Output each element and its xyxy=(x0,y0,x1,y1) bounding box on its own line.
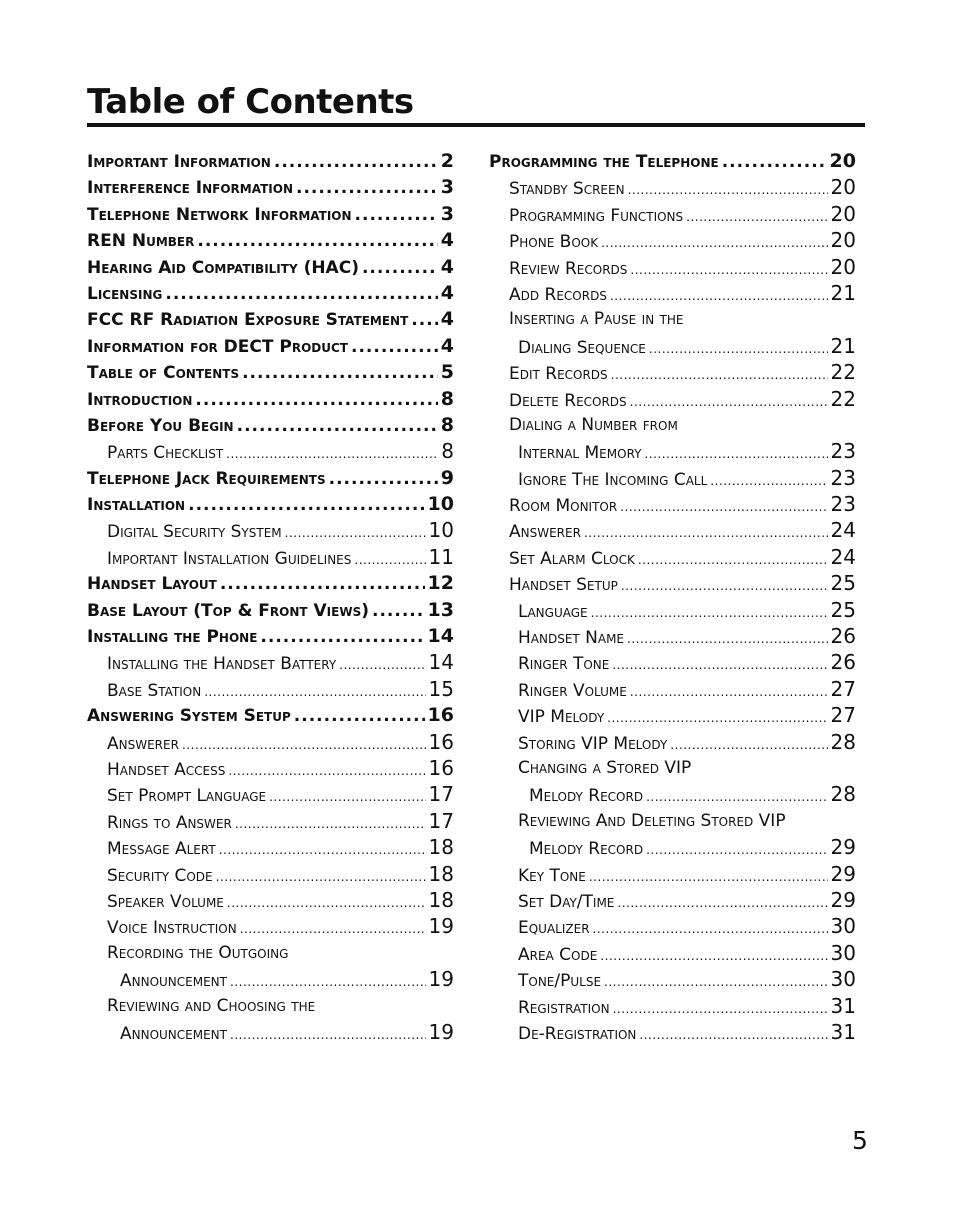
toc-entry[interactable] xyxy=(87,808,454,834)
toc-entry-label: Parts Checklist xyxy=(107,443,224,464)
toc-entry-label: Answerer xyxy=(509,522,581,543)
dot-leader xyxy=(240,915,426,942)
toc-entry-label: Handset Access xyxy=(107,759,226,780)
toc-entry-page: 22 xyxy=(830,360,856,385)
dot-leader xyxy=(584,519,828,546)
toc-entry-page: 4 xyxy=(440,308,454,331)
dot-leader xyxy=(226,440,438,467)
dot-leader xyxy=(197,228,437,254)
dot-leader xyxy=(294,703,425,729)
toc-entry-page: 24 xyxy=(830,518,856,543)
toc-entry-label: Dialing Sequence xyxy=(518,337,646,358)
toc-entry-page: 12 xyxy=(427,572,454,595)
dot-leader xyxy=(227,889,426,916)
toc-entry[interactable] xyxy=(87,781,454,807)
toc-entry[interactable] xyxy=(489,359,856,385)
toc-entry-page: 16 xyxy=(428,729,454,754)
toc-entry-label: Add Records xyxy=(509,284,607,305)
toc-entry-label: Installing the Phone xyxy=(87,627,258,648)
toc-entry-page: 27 xyxy=(830,676,856,701)
toc-entry-label: VIP Melody xyxy=(518,707,605,728)
dot-leader xyxy=(591,599,828,626)
toc-entry-label: Important Information xyxy=(87,152,271,172)
dot-leader xyxy=(710,467,827,494)
toc-entry[interactable] xyxy=(489,544,856,570)
toc-entry[interactable] xyxy=(489,993,856,1019)
toc-entry-label: Base Layout (Top & Front Views) xyxy=(87,600,369,621)
toc-entry-label: Tone/Pulse xyxy=(518,971,602,992)
toc-entry-label: Melody Record xyxy=(529,839,644,860)
toc-entry-page: 29 xyxy=(830,835,856,860)
dot-leader xyxy=(269,783,425,810)
toc-entry-page: 16 xyxy=(427,704,454,727)
dot-leader xyxy=(628,176,828,203)
title-rule xyxy=(87,123,865,127)
dot-leader xyxy=(237,413,438,439)
page-number: 5 xyxy=(852,1126,868,1155)
toc-entry[interactable] xyxy=(489,755,856,781)
toc-entry-label: Recording the Outgoing xyxy=(107,942,289,963)
toc-entry-label: FCC RF Radiation Exposure Statement xyxy=(87,310,409,331)
toc-left-column xyxy=(87,148,454,1045)
toc-entry-page: 5 xyxy=(440,361,454,384)
toc-entry-page: 13 xyxy=(427,598,454,621)
dot-leader xyxy=(354,546,425,573)
toc-entry[interactable] xyxy=(87,201,454,227)
toc-entry-page: 30 xyxy=(830,967,856,992)
dot-leader xyxy=(646,783,827,810)
dot-leader xyxy=(329,466,438,492)
toc-entry-label: Reviewing and Choosing the xyxy=(107,995,316,1016)
toc-entry-label: Installation xyxy=(87,495,186,516)
dot-leader xyxy=(610,282,828,309)
toc-entry[interactable] xyxy=(87,333,454,359)
dot-leader xyxy=(649,335,828,362)
toc-entry[interactable] xyxy=(87,702,454,728)
toc-entry-page: 4 xyxy=(440,281,454,304)
toc-entry[interactable] xyxy=(489,913,856,939)
dot-leader xyxy=(627,625,828,652)
toc-entry-label: Table of Contents xyxy=(87,363,240,384)
dot-leader xyxy=(589,863,828,890)
dot-leader xyxy=(188,492,424,518)
toc-entry-page: 3 xyxy=(440,176,454,199)
toc-entry[interactable] xyxy=(489,570,856,596)
toc-entry[interactable] xyxy=(87,1019,454,1045)
dot-leader xyxy=(621,572,828,599)
toc-entry-label: Delete Records xyxy=(509,390,627,411)
toc-entry[interactable] xyxy=(87,861,454,887)
toc-entry-page: 11 xyxy=(428,544,454,569)
toc-entry[interactable] xyxy=(489,254,856,280)
toc-entry-label: Information for DECT Product xyxy=(87,336,348,357)
toc-entry[interactable] xyxy=(87,227,454,253)
dot-leader xyxy=(630,678,828,705)
toc-entry-label: Message Alert xyxy=(107,839,216,860)
dot-leader xyxy=(630,256,827,283)
toc-entry[interactable] xyxy=(489,808,856,834)
toc-entry[interactable] xyxy=(87,676,454,702)
toc-entry[interactable] xyxy=(489,438,856,464)
toc-entry-page: 18 xyxy=(428,835,454,860)
dot-leader xyxy=(593,915,828,942)
toc-entry-page: 16 xyxy=(428,755,454,780)
toc-entry-label: Registration xyxy=(518,997,610,1018)
toc-entry-page: 4 xyxy=(440,229,454,252)
dot-leader xyxy=(604,968,828,995)
dot-leader xyxy=(372,598,425,624)
toc-right-column xyxy=(489,148,856,1045)
toc-entry[interactable] xyxy=(489,174,856,200)
toc-entry-label: Review Records xyxy=(509,258,628,279)
toc-entry-page: 10 xyxy=(427,493,454,516)
toc-entry[interactable] xyxy=(489,148,856,174)
toc-entry-page: 17 xyxy=(428,782,454,807)
toc-entry-label: Edit Records xyxy=(509,364,608,385)
toc-entry-label: Ringer Tone xyxy=(518,654,610,675)
toc-entry-label: Phone Book xyxy=(509,232,599,253)
dot-leader xyxy=(296,175,438,201)
toc-entry[interactable] xyxy=(87,412,454,438)
toc-entry-page: 24 xyxy=(830,544,856,569)
toc-entry-page: 29 xyxy=(830,887,856,912)
toc-entry[interactable] xyxy=(489,227,856,253)
toc-entry[interactable] xyxy=(87,174,454,200)
toc-entry[interactable] xyxy=(489,280,856,306)
toc-entry-label: Inserting a Pause in the xyxy=(509,309,684,330)
toc-entry-page: 31 xyxy=(830,993,856,1018)
toc-entry[interactable] xyxy=(489,517,856,543)
toc-entry-page: 21 xyxy=(830,280,856,305)
dot-leader xyxy=(242,360,438,386)
toc-entry-label: Important Installation Guidelines xyxy=(107,548,352,569)
toc-entry-label: Handset Setup xyxy=(509,575,618,596)
toc-entry[interactable] xyxy=(489,834,856,860)
toc-entry-page: 8 xyxy=(440,387,454,410)
toc-entry[interactable] xyxy=(87,280,454,306)
toc-entry[interactable] xyxy=(489,465,856,491)
dot-leader xyxy=(182,731,426,758)
toc-entry-label: Language xyxy=(518,601,588,622)
toc-entry-page: 23 xyxy=(830,492,856,517)
toc-entry[interactable] xyxy=(87,755,454,781)
toc-entry[interactable] xyxy=(87,597,454,623)
toc-entry[interactable] xyxy=(87,465,454,491)
toc-entry-page: 20 xyxy=(830,254,856,279)
toc-entry-label: Standby Screen xyxy=(509,179,625,200)
dot-leader xyxy=(630,388,828,415)
toc-entry-page: 25 xyxy=(830,571,856,596)
toc-entry-page: 4 xyxy=(440,334,454,357)
toc-entry-page: 26 xyxy=(830,650,856,675)
toc-entry-label: Melody Record xyxy=(529,786,644,807)
toc-entry[interactable] xyxy=(87,729,454,755)
dot-leader xyxy=(235,810,426,837)
dot-leader xyxy=(620,493,827,520)
toc-entry-page: 4 xyxy=(440,255,454,278)
toc-entry-page: 28 xyxy=(830,782,856,807)
dot-leader xyxy=(228,757,425,784)
toc-entry[interactable] xyxy=(87,517,454,543)
dot-leader xyxy=(351,334,438,360)
toc-entry-label: Set Alarm Clock xyxy=(509,548,635,569)
toc-entry[interactable] xyxy=(87,306,454,332)
dot-leader xyxy=(260,624,424,650)
toc-entry[interactable] xyxy=(87,359,454,385)
toc-entry-label: Equalizer xyxy=(518,918,590,939)
toc-entry-label: Before You Begin xyxy=(87,415,234,436)
dot-leader xyxy=(686,203,827,230)
dot-leader xyxy=(230,1021,426,1048)
toc-entry-page: 18 xyxy=(428,887,454,912)
toc-entry-page: 17 xyxy=(428,808,454,833)
toc-entry-page: 19 xyxy=(428,1019,454,1044)
toc-entry-label: Storing VIP Melody xyxy=(518,733,668,754)
toc-entry-label: De-Registration xyxy=(518,1023,637,1044)
dot-leader xyxy=(638,546,828,573)
dot-leader xyxy=(216,863,426,890)
toc-entry[interactable] xyxy=(489,491,856,517)
toc-entry-label: Speaker Volume xyxy=(107,891,224,912)
toc-entry-page: 14 xyxy=(427,625,454,648)
toc-entry-label: Programming the Telephone xyxy=(489,152,719,172)
toc-entry-label: Voice Instruction xyxy=(107,918,237,939)
toc-entry[interactable] xyxy=(489,597,856,623)
dot-leader xyxy=(219,836,426,863)
toc-entry-label: Digital Security System xyxy=(107,522,282,543)
toc-entry-label: Base Station xyxy=(107,680,202,701)
toc-entry-page: 28 xyxy=(830,729,856,754)
toc-entry[interactable] xyxy=(87,966,454,992)
toc-entry-page: 29 xyxy=(830,861,856,886)
toc-entry[interactable] xyxy=(87,148,454,174)
toc-entry-page: 20 xyxy=(830,201,856,226)
toc-entry-label: Area Code xyxy=(518,944,598,965)
toc-entry-label: Set Day/Time xyxy=(518,891,615,912)
toc-entry-page: 20 xyxy=(830,228,856,253)
toc-entry-label: REN Number xyxy=(87,231,195,252)
toc-entry-label: Licensing xyxy=(87,283,163,304)
toc-entry[interactable] xyxy=(489,887,856,913)
dot-leader xyxy=(607,704,827,731)
toc-entry-page: 27 xyxy=(830,703,856,728)
toc-entry[interactable] xyxy=(87,887,454,913)
toc-entry-label: Hearing Aid Compatibility (HAC) xyxy=(87,257,359,278)
toc-entry-label: Security Code xyxy=(107,865,213,886)
dot-leader xyxy=(204,678,425,705)
toc-entry-label: Handset Layout xyxy=(87,574,217,595)
toc-entry[interactable] xyxy=(489,729,856,755)
toc-entry-page: 8 xyxy=(441,439,454,464)
toc-entry-label: Rings to Answer xyxy=(107,812,232,833)
toc-entry[interactable] xyxy=(489,940,856,966)
toc-entry-label: Internal Memory xyxy=(518,443,642,464)
dot-leader xyxy=(617,889,827,916)
toc-entry-page: 25 xyxy=(830,597,856,622)
toc-entry-label: Set Prompt Language xyxy=(107,786,267,807)
toc-entry[interactable] xyxy=(87,254,454,280)
dot-leader xyxy=(362,255,438,281)
dot-leader xyxy=(230,968,426,995)
toc-entry-page: 14 xyxy=(428,650,454,675)
toc-entry-page: 30 xyxy=(830,914,856,939)
toc-entry[interactable] xyxy=(87,570,454,596)
toc-entry[interactable] xyxy=(87,544,454,570)
toc-entry-page: 15 xyxy=(428,676,454,701)
dot-leader xyxy=(722,149,827,175)
toc-entry-label: Answerer xyxy=(107,733,179,754)
toc-entry-page: 26 xyxy=(830,624,856,649)
dot-leader xyxy=(644,440,827,467)
toc-entry-label: Key Tone xyxy=(518,865,586,886)
toc-entry-page: 8 xyxy=(440,413,454,436)
toc-entry[interactable] xyxy=(87,993,454,1019)
toc-entry-page: 30 xyxy=(830,940,856,965)
toc-entry-page: 23 xyxy=(830,465,856,490)
toc-entry-label: Dialing a Number from xyxy=(509,414,678,435)
toc-entry[interactable] xyxy=(87,491,454,517)
toc-entry-label: Ringer Volume xyxy=(518,680,627,701)
toc-entry[interactable] xyxy=(489,649,856,675)
toc-entry-label: Room Monitor xyxy=(509,496,618,517)
toc-entry-label: Telephone Jack Requirements xyxy=(87,468,326,489)
toc-entry[interactable] xyxy=(489,702,856,728)
toc-entry[interactable] xyxy=(87,649,454,675)
dot-leader xyxy=(611,361,828,388)
toc-entry[interactable] xyxy=(489,1019,856,1045)
toc-entry-page: 2 xyxy=(440,150,454,172)
toc-entry-page: 3 xyxy=(440,202,454,225)
toc-entry-page: 19 xyxy=(428,914,454,939)
dot-leader xyxy=(613,995,828,1022)
dot-leader xyxy=(195,387,437,413)
page-title: Table of Contents xyxy=(87,82,414,122)
toc-entry[interactable] xyxy=(87,623,454,649)
toc-entry[interactable] xyxy=(489,412,856,438)
toc-entry-page: 22 xyxy=(830,386,856,411)
toc-entry-label: Interference Information xyxy=(87,178,293,199)
toc-entry[interactable] xyxy=(489,966,856,992)
dot-leader xyxy=(601,229,827,256)
toc-entry-page: 31 xyxy=(830,1019,856,1044)
dot-leader xyxy=(670,731,827,758)
toc-entry-label: Ignore The Incoming Call xyxy=(518,469,708,490)
toc-entry[interactable] xyxy=(489,333,856,359)
toc-entry[interactable] xyxy=(489,201,856,227)
dot-leader xyxy=(274,149,438,175)
dot-leader xyxy=(285,519,426,546)
toc-entry-label: Answering System Setup xyxy=(87,706,291,727)
toc-entry-page: 21 xyxy=(830,333,856,358)
toc-entry-label: Introduction xyxy=(87,389,193,410)
toc-entry[interactable] xyxy=(489,861,856,887)
dot-leader xyxy=(339,651,425,678)
toc-entry-page: 20 xyxy=(830,175,856,200)
toc-entry-page: 19 xyxy=(428,967,454,992)
dot-leader xyxy=(411,307,437,333)
toc-entry[interactable] xyxy=(87,834,454,860)
dot-leader xyxy=(220,571,425,597)
dot-leader xyxy=(600,942,827,969)
toc-entry-page: 10 xyxy=(428,518,454,543)
toc-entry[interactable] xyxy=(87,438,454,464)
toc-entry-label: Installing the Handset Battery xyxy=(107,654,337,675)
toc-entry[interactable] xyxy=(489,676,856,702)
toc-entry-page: 23 xyxy=(830,439,856,464)
toc-entry-label: Telephone Network Information xyxy=(87,204,352,225)
dot-leader xyxy=(639,1021,827,1048)
toc-entry-page: 9 xyxy=(440,466,454,489)
toc-entry[interactable] xyxy=(489,306,856,332)
toc-entry[interactable] xyxy=(489,623,856,649)
toc-entry-label: Handset Name xyxy=(518,628,625,649)
toc-entry[interactable] xyxy=(489,386,856,412)
toc-entry-page: 18 xyxy=(428,861,454,886)
dot-leader xyxy=(165,281,437,307)
toc-entry-label: Programming Functions xyxy=(509,205,684,226)
dot-leader xyxy=(355,202,438,228)
dot-leader xyxy=(646,836,827,863)
toc-entry[interactable] xyxy=(489,781,856,807)
toc-entry-label: Announcement xyxy=(120,1023,227,1044)
toc-entry[interactable] xyxy=(87,940,454,966)
toc-entry-page: 20 xyxy=(829,150,856,172)
dot-leader xyxy=(612,651,827,678)
toc-entry-label: Changing a Stored VIP xyxy=(518,757,692,778)
toc-entry[interactable] xyxy=(87,913,454,939)
toc-entry-label: Announcement xyxy=(120,971,227,992)
toc-entry-label: Reviewing And Deleting Stored VIP xyxy=(518,810,786,831)
toc-entry[interactable] xyxy=(87,386,454,412)
